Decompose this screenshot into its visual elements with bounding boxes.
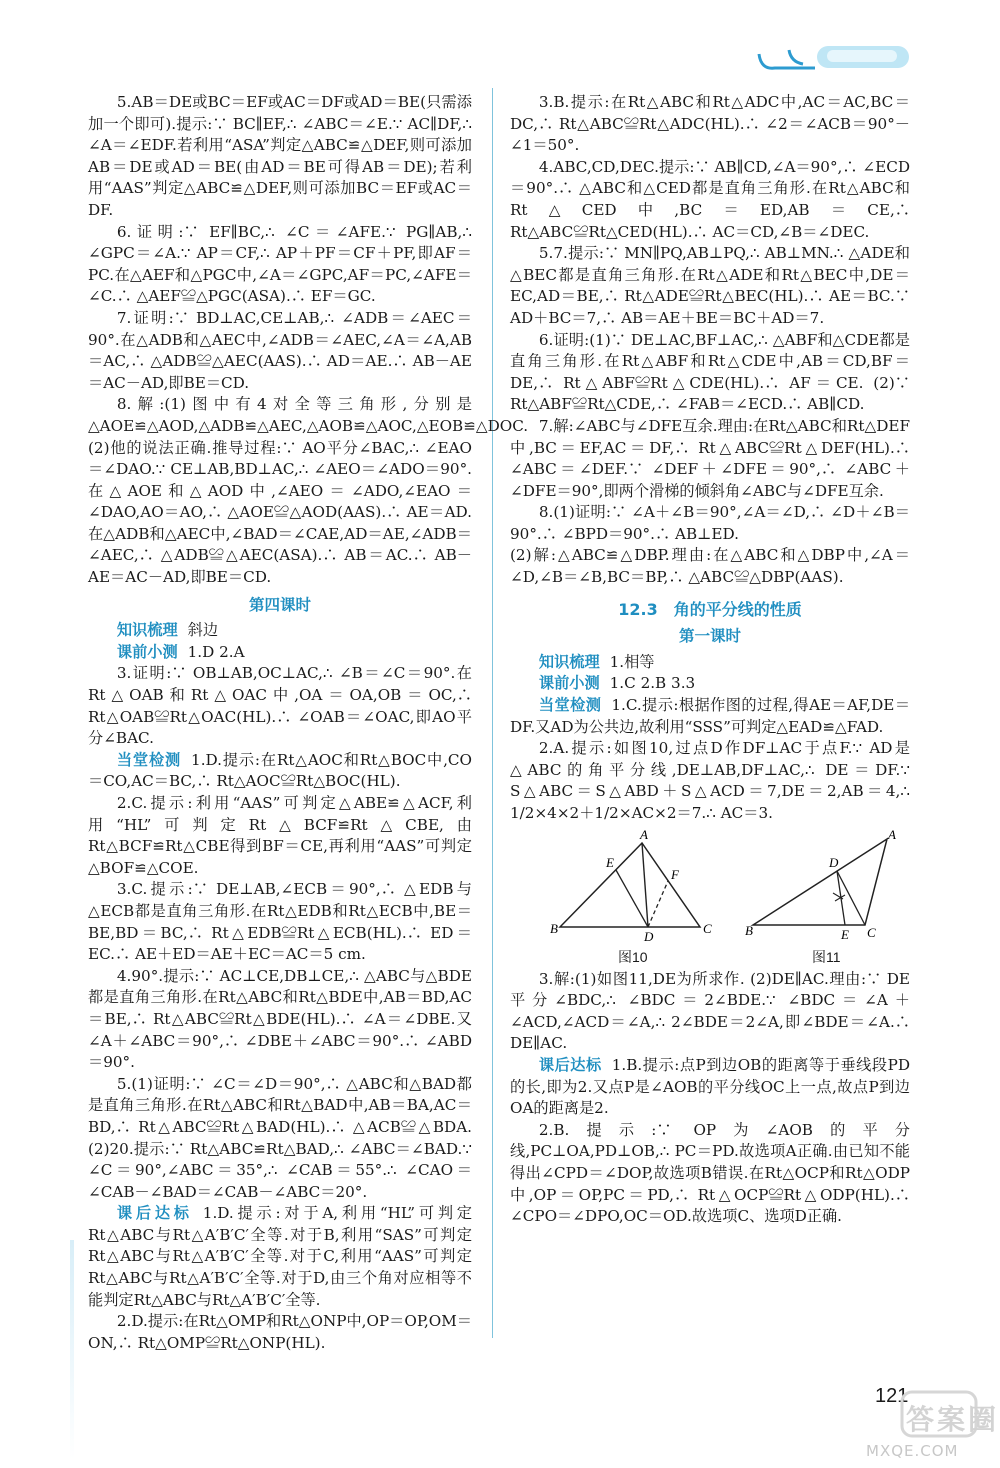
section-label: 课前小测 [116, 642, 178, 661]
answer-text: 1.C.提示:根据作图的过程,得AE＝AF,DE＝DF.又AD为公共边,故利用“SSS”可判定△EAD≌△FAD. [510, 696, 911, 736]
answer-paragraph: 4.90°.提示:∵ AC⊥CE,DB⊥CE,∴ △ABC与△BDE都是直角三角形.在Rt△ABC和Rt△BDE中,AB＝BD,AC＝BE,∴ Rt△ABC≌Rt△BDE(HL).∴ ∠A＝∠DBE.又∠A＋∠ABC＝90°,∴ ∠DBE＋∠ABC＝90°.∴ ∠ABD＝90°. [88, 966, 472, 1072]
right-column-top [510, 92, 910, 825]
answer-paragraph: (2)解:△ABC≌△DBP.理由:在△ABC和△DBP中,∠A＝∠D,∠B＝∠B,BC＝BP,∴ △ABC≌△DBP(AAS). [510, 546, 910, 587]
section-label: 课前小测 [538, 674, 600, 693]
answer-paragraph: 5.(1)证明:∵ ∠C＝∠D＝90°,∴ △ABC和△BAD都是直角三角形.在Rt△ABC和Rt△BAD中,AB＝BA,AC＝BD,∴ Rt△ABC≌Rt△BAD(HL).∴ △ACB≌△BDA. (2)20.提示:∵ Rt△ABC≌Rt△BAD,∴ ∠ABC＝∠BAD.∵ ∠C＝90°,∠ABC＝35°,∴ ∠CAB＝55°.∴ ∠CAO＝∠CAB－∠BAD＝∠CAB－∠ABC＝20°. [88, 1074, 472, 1201]
answer-text: 1.D.提示:对于A,利用“HL”可判定Rt△ABC与Rt△A′B′C′全等.对于B,利用“SAS”可判定Rt△ABC与Rt△A′B′C′全等.对于C,利用“AAS”可判定Rt△ABC与Rt△A′B′C′全等.对于D,由三个角对应相等不能判定Rt△ABC与Rt△A′B′C′全等. [88, 1204, 472, 1309]
answer-paragraph: 8.解:(1)图中有4对全等三角形,分别是△AOE≌△AOD,△ADB≌△AEC,△AOB≌△AOC,△EOB≌△DOC. (2)他的说法正确.推导过程:∵ AO平分∠BAC,∴ ∠EAO＝∠DAO.∵ CE⊥AB,BD⊥AC,∴ ∠AEO＝∠ADO＝90°.在△AOE和△AOD中,∠AEO＝∠ADO,∠EAO＝∠DAO,AO＝AO,∴ △AOE≌△AOD(AAS).∴ AE＝AD.在△ADB和△AEC中,∠BAD＝∠CAE,AD＝AE,∠ADB＝∠AEC,∴ △ADB≌△AEC(ASA).∴ AB＝AC.∴ AB－AE＝AC－AD,即BE＝CD. [88, 395, 529, 587]
fig11-label-b: B [745, 922, 753, 938]
figure-10 [550, 829, 720, 941]
labeled-answer [510, 695, 910, 738]
section-label: 课后达标 [116, 1204, 193, 1223]
answer-paragraph: 2.C.提示:利用“AAS”可判定△ABE≌△ACF,利用“HL”可判定Rt△BCF≌Rt△CBE,由Rt△BCF≌Rt△CBE得到BF＝CE,再利用“AAS”可判定△BOF≌△COE. [88, 794, 472, 877]
section-label: 当堂检测 [538, 696, 602, 715]
left-column [88, 92, 529, 1354]
page-number: 121 [875, 1385, 909, 1407]
answer-text: 斜边 [187, 621, 218, 640]
right-column [510, 92, 910, 1228]
fig11-label-d: D [829, 854, 839, 870]
answer-paragraph: 5.AB＝DE或BC＝EF或AC＝DF或AD＝BE(只需添加一个即可).提示:∵ BC∥EF,∴ ∠ABC＝∠E.∵ AC∥DF,∴ ∠A＝∠EDF.若利用“ASA”判定△ABC≌△DEF,则可添加AB＝DE或AD＝BE(由AD＝BE可得AB＝DE);若利用“AAS”判定△ABC≌△DEF,则可添加BC＝EF或AC＝DF. [88, 93, 472, 219]
answer-paragraph: 4.ABC,CD,DEC.提示:∵ AB∥CD,∠A＝90°,∴ ∠ECD＝90°.∴ △ABC和△CED都是直角三角形.在Rt△ABC和Rt△CED中,BC＝ED,AB＝CE,∴ Rt△ABC≌Rt△CED(HL).∴ AC＝CD,∠B＝∠DEC. [510, 157, 910, 241]
fig10-label-f: F [671, 866, 679, 882]
figure-11-caption: 图11 [812, 948, 841, 965]
fig11-label-c: C [867, 924, 876, 940]
section-label: 课后达标 [538, 1055, 602, 1074]
answer-paragraph: 5.7.提示:∵ MN∥PQ,AB⊥PQ,∴ AB⊥MN.∴ △ADE和△BEC都是直角三角形.在Rt△ADE和Rt△BEC中,DE＝EC,AD＝BE,∴ Rt△ADE≌Rt△BEC(HL).∴ AE＝BC.∵ AD＋BC＝7,∴ AB＝AE＋BE＝BC＋AD＝7. [510, 244, 910, 327]
answer-paragraph: 2.A.提示:如图10,过点D作DF⊥AC于点F.∵ AD是△ABC的角平分线,DE⊥AB,DF⊥AC,∴ DE＝DF.∵ S△ABC＝S△ABD＋S△ACD＝7,DE＝2,AB＝4,∴ 1/2×4×2＋1/2×AC×2＝7.∴ AC＝3. [510, 739, 910, 822]
margin-stripe [70, 1240, 74, 1460]
fig10-label-b: B [550, 920, 558, 936]
section-heading: 第四课时 [248, 595, 311, 614]
answer-paragraph: 6.证明:∵ EF∥BC,∴ ∠C＝∠AFE.∵ PG∥AB,∴ ∠GPC＝∠A.∵ AP＝CF,∴ AP＋PF＝CF＋PF,即AF＝PC.在△AEF和△PGC中,∠A＝∠GPC,AF＝PC,∠AFE＝∠C.∴ △AEF≌△PGC(ASA).∴ EF＝GC. [88, 222, 472, 306]
labeled-answer [510, 652, 910, 674]
fig10-label-c: C [703, 920, 712, 936]
answer-paragraph: 6.证明:(1)∵ DE⊥AC,BF⊥AC,∴ △ABF和△CDE都是直角三角形.在Rt△ABF和Rt△CDE中,AB＝CD,BF＝DE,∴ Rt△ABF≌Rt△CDE(HL).∴ AF＝CE. (2)∵ Rt△ABF≌Rt△CDE,∴ ∠FAB＝∠ECD.∴ AB∥CD. [510, 330, 910, 414]
section-label: 当堂检测 [116, 750, 182, 769]
answer-paragraph: 3.C.提示:∵ DE⊥AB,∠ECB＝90°,∴ △EDB与△ECB都是直角三角形.在Rt△EDB和Rt△ECB中,BE＝BE,BD＝BC,∴ Rt△EDB≌Rt△ECB(HL).∴ ED＝EC.∴ AE＋ED＝AE＋EC＝AC＝5 cm. [88, 880, 472, 964]
fig11-label-a: A [888, 828, 896, 842]
header-decoration [755, 40, 915, 76]
section-heading: 第一课时 [678, 627, 741, 646]
figure-10-caption: 图10 [618, 948, 648, 965]
labeled-answer [510, 1055, 910, 1120]
fig10-label-e: E [606, 854, 614, 870]
section-label: 知识梳理 [116, 621, 178, 640]
answer-text: 1.B.提示:点P到边OB的距离等于垂线段PD的长,即为2.又点P是∠AOB的平分线OC上一点,故点P到边OA的距离是2. [510, 1055, 911, 1118]
figure-area [510, 829, 910, 969]
answer-text: 1.D.提示:在Rt△AOC和Rt△BOC中,CO＝CO,AC＝BC,∴ Rt△AOC≌Rt△BOC(HL). [88, 750, 472, 791]
section-label: 知识梳理 [538, 652, 600, 671]
answer-text: 1.D 2.A [187, 642, 245, 661]
labeled-answer [510, 673, 910, 695]
watermark-url: MXQE.COM [866, 1442, 959, 1460]
answer-paragraph: 3.解:(1)如图11,DE为所求作. (2)DE∥AC.理由:∵ DE平分∠BDC,∴ ∠BDC＝2∠BDE.∵ ∠BDC＝∠A＋∠ACD,∠ACD＝∠A,∴ 2∠BDE＝2∠A,即∠BDE＝∠A.∴ DE∥AC. [510, 969, 910, 1053]
section-heading: 12.3 角的平分线的性质 [618, 599, 802, 619]
fig11-label-e: E [841, 926, 849, 941]
answer-text: 1.C 2.B 3.3 [609, 674, 696, 693]
labeled-answer [88, 750, 472, 793]
answer-paragraph: 2.B.提示:∵ OP为∠AOB的平分线,PC⊥OA,PD⊥OB,∴ PC＝PD.故选项A正确.由已知不能得出∠CPD＝∠DOP,故选项B错误.在Rt△OCP和Rt△ODP中,OP＝OP,PC＝PD,∴ Rt△OCP≌Rt△ODP(HL).∴ ∠CPO＝∠DPO,OC＝OD.故选项C、选项D正确. [510, 1120, 910, 1226]
fig10-label-d: D [644, 928, 654, 941]
fig10-label-a: A [640, 828, 648, 842]
figure-11 [745, 829, 905, 941]
answer-paragraph: 3.证明:∵ OB⊥AB,OC⊥AC,∴ ∠B＝∠C＝90°.在Rt△OAB和Rt△OAC中,OA＝OA,OB＝OC,∴ Rt△OAB≌Rt△OAC(HL).∴ ∠OAB＝∠OAC,即AO平分∠BAC. [88, 664, 472, 748]
labeled-answer [88, 1203, 472, 1311]
right-column-bottom [510, 969, 910, 1228]
watermark-logo-text: 答案圈 [906, 1403, 1000, 1436]
labeled-answer [88, 642, 472, 664]
labeled-answer [88, 620, 472, 642]
answer-paragraph: 8.(1)证明:∵ ∠A＋∠B＝90°,∠A＝∠D,∴ ∠D＋∠B＝90°.∴ ∠BPD＝90°.∴ AB⊥ED. [510, 503, 910, 543]
answer-text: 1.相等 [609, 652, 655, 671]
answer-paragraph: 7.证明:∵ BD⊥AC,CE⊥AB,∴ ∠ADB＝∠AEC＝90°.在△ADB和△AEC中,∠ADB＝∠AEC,∠A＝∠A,AB＝AC,∴ △ADB≌△AEC(AAS).∴ AD＝AE.∴ AB－AE＝AC－AD,即BE＝CD. [88, 308, 472, 392]
answer-paragraph: 7.解:∠ABC与∠DFE互余.理由:在Rt△ABC和Rt△DEF中,BC＝EF,AC＝DF,∴ Rt△ABC≌Rt△DEF(HL).∴ ∠ABC＝∠DEF.∵ ∠DEF＋∠DFE＝90°,∴ ∠ABC＋∠DFE＝90°,即两个滑梯的倾斜角∠ABC与∠DFE互余. [510, 416, 910, 500]
column-divider [492, 88, 493, 1338]
answer-paragraph: 2.D.提示:在Rt△OMP和Rt△ONP中,OP＝OP,OM＝ON,∴ Rt△OMP≌Rt△ONP(HL). [88, 1312, 472, 1352]
answer-paragraph: 3.B.提示:在Rt△ABC和Rt△ADC中,AC＝AC,BC＝DC,∴ Rt△ABC≌Rt△ADC(HL).∴ ∠2＝∠ACB＝90°－∠1＝50°. [510, 93, 910, 155]
